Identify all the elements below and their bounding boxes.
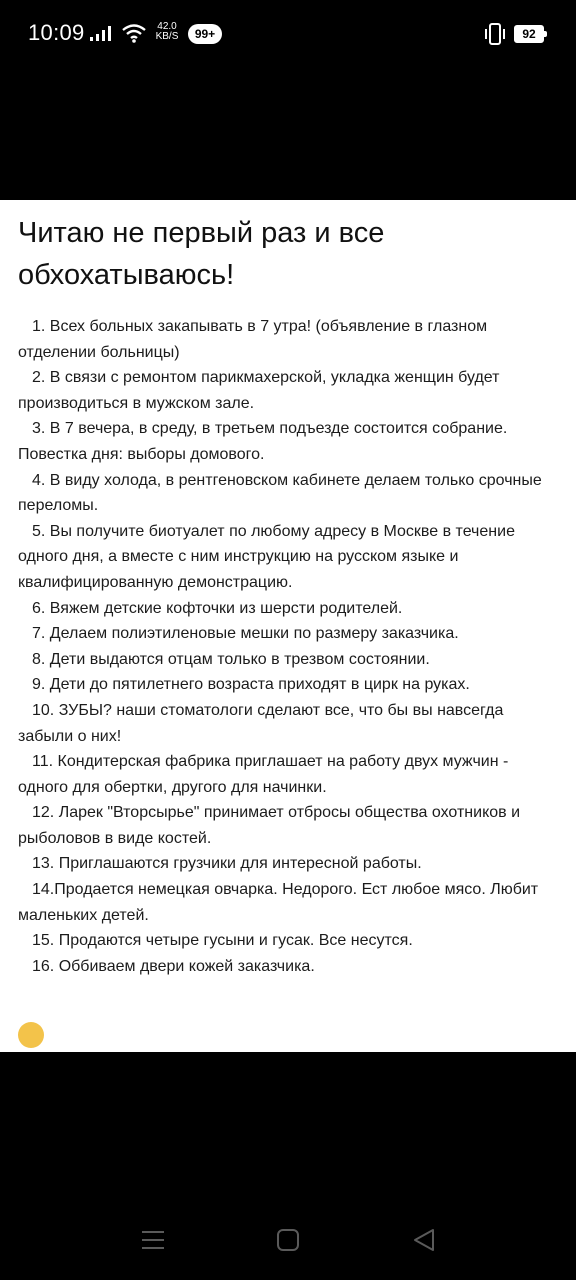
vibrate-icon <box>482 22 508 46</box>
list-item: 16. Оббиваем двери кожей заказчика. <box>32 957 315 975</box>
post-list <box>18 314 552 979</box>
list-item: 8. Дети выдаются отцам только в трезвом состоянии. <box>32 650 430 668</box>
network-speed-value: 42.0 <box>157 21 177 32</box>
post-content <box>0 200 576 1052</box>
list-item: 12. Ларек "Вторсырье" принимает отбросы общества охотников и рыболовов в виде костей. <box>18 804 521 847</box>
back-icon[interactable] <box>410 1226 438 1254</box>
network-speed <box>152 22 182 42</box>
post-title: Читаю не первый раз и все обхохатываюсь! <box>18 217 385 291</box>
list-item: 7. Делаем полиэтиленовые мешки по размеру заказчика. <box>32 625 459 643</box>
list-item: 6. Вяжем детские кофточки из шерсти родителей. <box>32 599 403 617</box>
status-bar <box>0 0 576 70</box>
list-item: 3. В 7 вечера, в среду, в третьем подъезде состоится собрание. Повестка дня: выборы домового. <box>18 420 508 463</box>
list-item: 10. ЗУБЫ? наши стоматологи сделают все, что бы вы навсегда забыли о них! <box>18 701 504 745</box>
network-speed-unit: KB/S <box>155 31 179 42</box>
notification-badge: 99+ <box>188 24 222 44</box>
navigation-bar <box>0 1200 576 1280</box>
signal-icon <box>89 26 113 42</box>
battery-icon: 92 <box>514 25 544 43</box>
list-item: 2. В связи с ремонтом парикмахерской, укладка женщин будет производиться в мужском зале. <box>18 369 500 412</box>
list-item: 4. В виду холода, в рентгеновском кабинете делаем только срочные переломы. <box>18 471 542 515</box>
avatar[interactable] <box>18 1022 44 1048</box>
status-time: 10:09 <box>28 20 85 45</box>
list-item: 14.Продается немецкая овчарка. Недорого. Ест любое мясо. Любит маленьких детей. <box>18 881 539 924</box>
list-item: 5. Вы получите биотуалет по любому адресу в Москве в течение одного дня, а вместе с ним инструкцию на русском языке и квалифицированную демонстрацию. <box>18 522 515 591</box>
wifi-icon <box>121 22 147 44</box>
home-icon[interactable] <box>274 1226 302 1254</box>
list-item: 13. Приглашаются грузчики для интересной работы. <box>32 855 422 873</box>
list-item: 11. Кондитерская фабрика приглашает на работу двух мужчин - одного для обертки, другого для начинки. <box>18 753 509 796</box>
list-item: 9. Дети до пятилетнего возраста приходят в цирк на руках. <box>32 676 470 694</box>
menu-icon[interactable] <box>139 1226 167 1254</box>
list-item: 1. Всех больных закапывать в 7 утра! (объявление в глазном отделении больницы) <box>18 318 488 361</box>
list-item: 15. Продаются четыре гусыни и гусак. Все несутся. <box>32 932 413 950</box>
